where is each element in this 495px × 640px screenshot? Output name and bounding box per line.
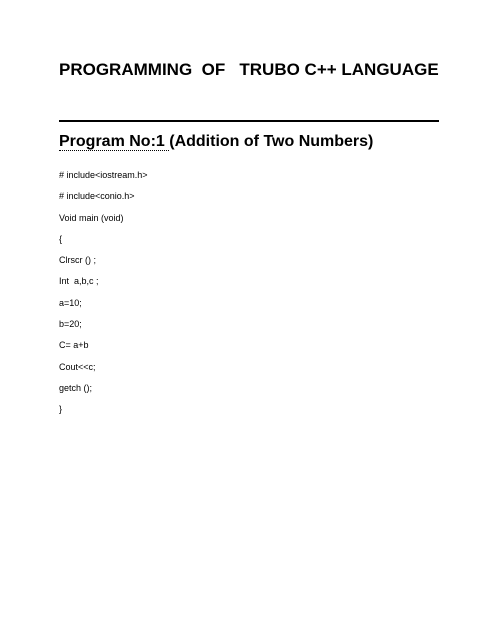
code-line: { bbox=[59, 233, 63, 244]
code-line: a=10; bbox=[59, 297, 82, 308]
program-heading bbox=[59, 133, 373, 151]
code-line: Clrscr () ; bbox=[59, 255, 96, 266]
code-line: Cout<<c; bbox=[59, 361, 96, 372]
code-line: # include<conio.h> bbox=[59, 191, 135, 202]
code-line: b=20; bbox=[59, 319, 82, 330]
code-line: # include<iostream.h> bbox=[59, 170, 148, 180]
code-line: C= a+b bbox=[59, 340, 89, 351]
code-line: } bbox=[59, 404, 63, 415]
code-line: Int a,b,c ; bbox=[59, 276, 99, 287]
program-number-label: Program No:1 bbox=[59, 133, 170, 150]
code-line: getch (); bbox=[59, 382, 93, 393]
code-listing bbox=[59, 170, 148, 426]
code-line: Void main (void) bbox=[59, 212, 124, 223]
title-divider bbox=[59, 120, 439, 122]
document-title: PROGRAMMING OF TRUBO C++ LANGUAGE bbox=[59, 60, 439, 79]
program-description: (Addition of Two Numbers) bbox=[169, 133, 374, 150]
